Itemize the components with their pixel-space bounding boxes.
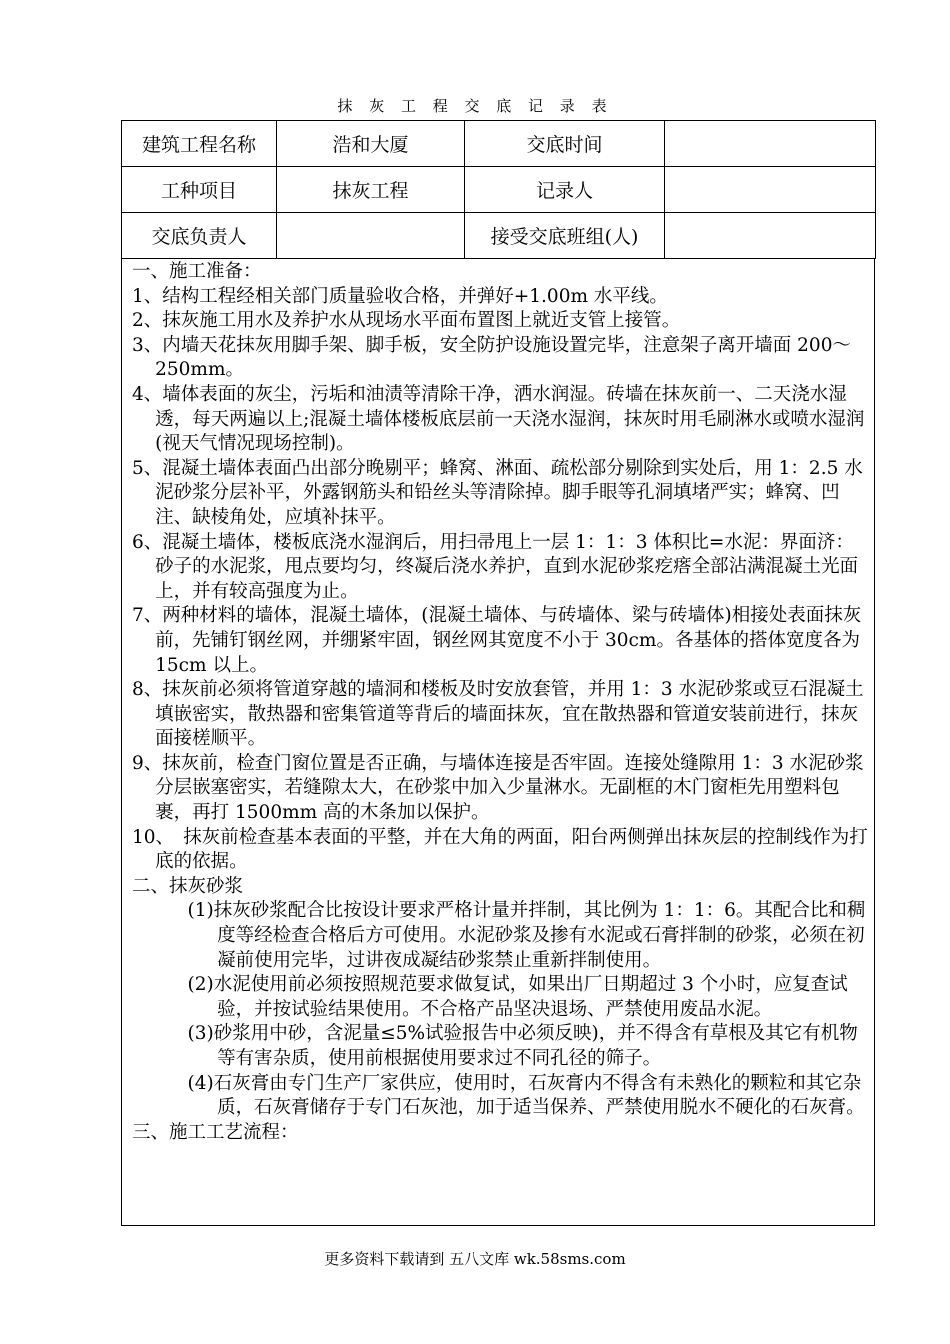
content-body	[121, 258, 875, 1226]
list-item: 8、抹灰前必须将管道穿越的墙洞和楼板及时安放套管，并用 1：3 水泥砂浆或豆石混凝土填嵌密实，散热器和密集管道等背后的墙面抹灰，宜在散热器和管道安装前进行，抹灰面接槎顺平。	[132, 679, 864, 750]
section-heading-preparation: 一、施工准备：	[132, 261, 262, 282]
recorder-label: 记录人	[465, 167, 665, 213]
header-row-1	[122, 121, 876, 167]
responsible-label: 交底负责人	[122, 213, 277, 259]
trade-label: 工种项目	[122, 167, 277, 213]
recorder-value	[665, 167, 876, 213]
list-item: 1、结构工程经相关部门质量验收合格，并弹好+1.00m 水平线。	[132, 285, 668, 307]
list-item: 2、抹灰施工用水及养护水从现场水平面布置图上就近支管上接管。	[132, 310, 681, 332]
project-name-label: 建筑工程名称	[122, 121, 277, 167]
header-row-2	[122, 167, 876, 213]
header-table	[121, 120, 876, 259]
list-item: 9、抹灰前，检查门窗位置是否正确，与墙体连接是否牢固。连接处缝隙用 1：3 水泥砂浆分层嵌塞密实，若缝隙太大，在砂浆中加入少量淋水。无副框的木门窗柜先用塑料包裹，再打 1500mm 高的木条加以保护。	[132, 752, 864, 824]
footer-note: 更多资料下载请到 五八文库 wk.58sms.com	[324, 1250, 626, 1268]
list-item: (2)水泥使用前必须按照规范要求做复试，如果出厂日期超过 3 个小时，应复查试验，并按试验结果使用。不合格产品坚决退场、严禁使用废品水泥。	[187, 974, 848, 1020]
trade-value: 抹灰工程	[277, 167, 465, 213]
list-item: 5、混凝土墙体表面凸出部分晚剔平；蜂窝、淋面、疏松部分剔除到实处后，用 1：2.5 水泥砂浆分层补平，外露钢筋头和铅丝头等清除掉。脚手眼等孔洞填堵严实；蜂窝、凹注、缺棱角处，应填补抹平。	[132, 457, 863, 528]
list-item: 4、墙体表面的灰尘，污垢和油渍等清除干净，洒水润湿。砖墙在抹灰前一、二天浇水湿透，每天两遍以上;混凝土墙体楼板底层前一天浇水湿润，抹灰时用毛刷淋水或喷水湿润(视天气情况现场控制)。	[132, 383, 865, 455]
list-item: 7、两种材料的墙体，混凝土墙体，(混凝土墙体、与砖墙体、梁与砖墙体)相接处表面抹灰前，先铺钉钢丝网，并绷紧牢固，钢丝网其宽度不小于 30cm。各基体的搭体宽度各为 15cm 以上。	[132, 605, 862, 676]
header-row-3	[122, 213, 876, 259]
briefing-time-label: 交底时间	[465, 121, 665, 167]
list-item: 3、内墙天花抹灰用脚手架、脚手板，安全防护设施设置完毕，注意架子离开墙面 200～250mm。	[132, 334, 851, 381]
briefing-time-value	[665, 121, 876, 167]
list-item: (1)抹灰砂浆配合比按设计要求严格计量并拌制，其比例为 1：1：6。其配合比和稠度等经检查合格后方可使用。水泥砂浆及掺有水泥或石膏拌制的砂浆，必须在初凝前使用完毕，过讲夜成凝结砂浆禁止重新拌制使用。	[187, 900, 866, 971]
document-title: 抹 灰 工 程 交 底 记 录 表	[337, 97, 613, 115]
responsible-value	[277, 213, 465, 259]
list-item: (3)砂浆用中砂，含泥量≤5%试验报告中必须反映)，并不得含有草根及其它有机物等有害杂质，使用前根据使用要求过不同孔径的筛子。	[187, 1023, 858, 1069]
list-item: 10、 抹灰前检查基本表面的平整，并在大角的两面，阳台两侧弹出抹灰层的控制线作为打底的依据。	[132, 826, 868, 873]
receiving-team-value	[665, 213, 876, 259]
section-heading-mortar: 二、抹灰砂浆	[132, 875, 244, 897]
receiving-team-label: 接受交底班组(人)	[465, 213, 665, 259]
project-name-value: 浩和大厦	[277, 121, 465, 167]
list-item: 6、混凝土墙体，楼板底浇水湿润后，用扫帚甩上一层 1：1：3 体积比=水泥：界面济：砂子的水泥浆，甩点要均匀，终凝后浇水养护，直到水泥砂浆疙瘩全部沾满混凝土光面上，并有较高强度为止。	[132, 531, 859, 602]
section-heading-process: 三、施工工艺流程：	[132, 1121, 299, 1143]
list-item: (4)石灰膏由专门生产厂家供应，使用时，石灰膏内不得含有未熟化的颗粒和其它杂质，石灰膏储存于专门石灰池，加于适当保养、严禁使用脱水不硬化的石灰膏。	[187, 1072, 865, 1119]
